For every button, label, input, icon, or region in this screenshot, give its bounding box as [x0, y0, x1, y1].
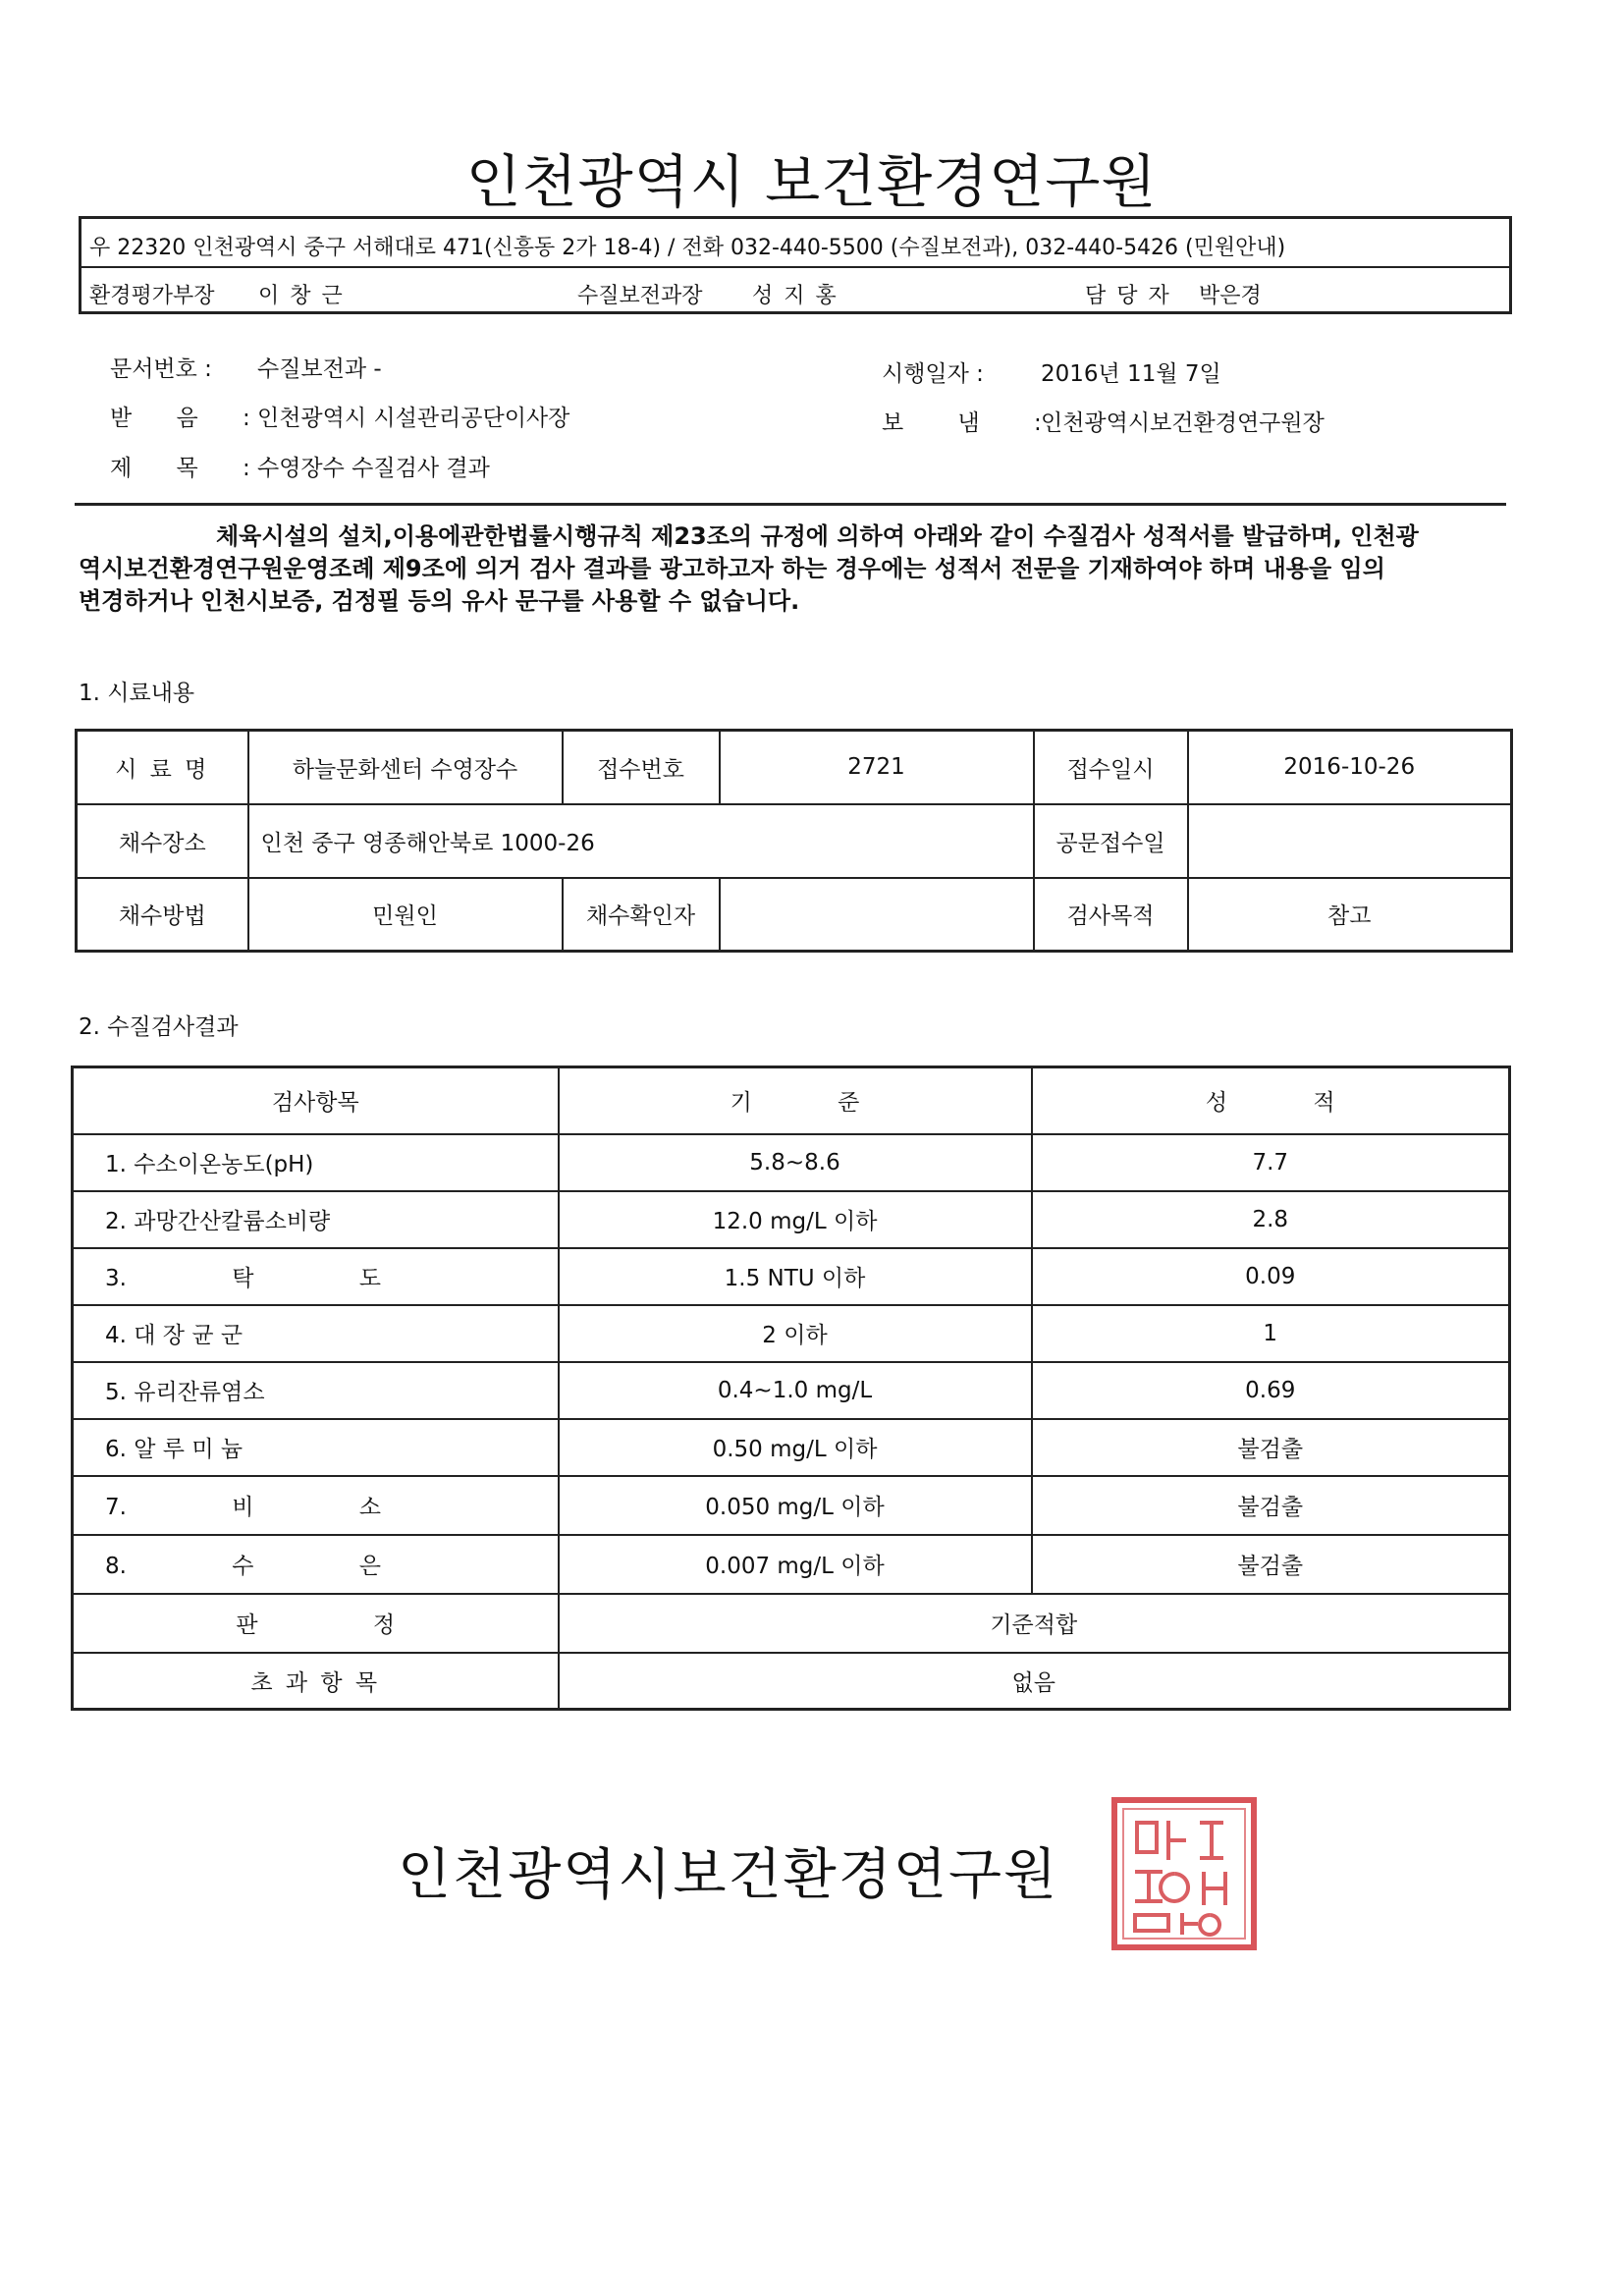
exceed-items-label: 초 과 항 목: [73, 1653, 559, 1710]
doc-number-label: 문서번호 :: [110, 356, 212, 382]
director-name: 이 창 근: [258, 284, 345, 308]
receipt-number-value: 2721: [720, 731, 1034, 804]
receiver-value: 인천광역시 시설관리공단이사장: [257, 406, 570, 431]
receipt-date-value: 2016-10-26: [1188, 731, 1512, 804]
header-info-box: [79, 216, 1512, 314]
table-row: [73, 1535, 1510, 1594]
sampling-place-value: 인천 중구 영종해안북로 1000-26: [248, 804, 1034, 878]
notice-line-2: 역시보건환경연구원운영조례 제9조에 의거 검사 결과를 광고하고자 하는 경우에는 성적서 전문을 기재하여야 하며 내용을 임의: [79, 555, 1385, 582]
notice-line-3: 변경하거나 인천시보증, 검정필 등의 유사 문구를 사용할 수 없습니다.: [79, 587, 800, 615]
official-seal: [1109, 1795, 1259, 1952]
result-item: 2. 과망간산칼륨소비량: [73, 1191, 559, 1248]
table-row: [73, 1419, 1510, 1476]
result-item: 3. 탁 도: [73, 1248, 559, 1305]
official-date-label: 공문접수일: [1034, 804, 1188, 878]
result-standard: 0.4~1.0 mg/L: [559, 1362, 1032, 1419]
judgement-row: [73, 1594, 1510, 1653]
table-row: [73, 1362, 1510, 1419]
result-item: 4. 대 장 균 군: [73, 1305, 559, 1362]
sampling-checker-value: [720, 878, 1034, 952]
sample-name-value: 하늘문화센터 수영장수: [248, 731, 563, 804]
notice-paragraph: [79, 520, 1512, 618]
section-chief-label: 수질보전과장: [577, 284, 703, 308]
result-item: 1. 수소이온농도(pH): [73, 1134, 559, 1191]
header-address: 우 22320 인천광역시 중구 서해대로 471(신흥동 2가 18-4) / 전화 032-440-5500 (수질보전과), 032-440-5426 (민원안내): [89, 236, 1286, 260]
result-value: 2.8: [1032, 1191, 1510, 1248]
staff-label: 담 당 자: [1085, 284, 1171, 308]
test-purpose-label: 검사목적: [1034, 878, 1188, 952]
test-purpose-value: 참고: [1188, 878, 1512, 952]
sampling-place-label: 채수장소: [77, 804, 248, 878]
doc-date-value: 2016년 11월 7일: [1041, 361, 1221, 387]
notice-line-1: 체육시설의 설치,이용에관한법률시행규칙 제23조의 규정에 의하여 아래와 같이 수질검사 성적서를 발급하며, 인천광: [216, 522, 1419, 550]
result-value: 불검출: [1032, 1419, 1510, 1476]
sample-row-method: [77, 878, 1512, 952]
staff-name: 박은경: [1199, 284, 1262, 308]
sampling-checker-label: 채수확인자: [563, 878, 720, 952]
section-chief-name: 성 지 홍: [752, 284, 839, 308]
official-seal-graphic: [1109, 1795, 1259, 1952]
result-item: 8. 수 은: [73, 1535, 559, 1594]
table-row: [73, 1191, 1510, 1248]
col-header-item: 검사항목: [73, 1067, 559, 1134]
col-header-standard: 기 준: [559, 1067, 1032, 1134]
judgement-value: 기준적합: [559, 1594, 1510, 1653]
doc-number-value: 수질보전과 -: [257, 356, 382, 382]
result-item: 5. 유리잔류염소: [73, 1362, 559, 1419]
result-value: 0.09: [1032, 1248, 1510, 1305]
sample-name-label: 시 료 명: [77, 731, 248, 804]
results-header-row: [73, 1067, 1510, 1134]
receipt-number-label: 접수번호: [563, 731, 720, 804]
results-table: [71, 1066, 1511, 1711]
result-value: 0.69: [1032, 1362, 1510, 1419]
table-row: [73, 1305, 1510, 1362]
sampling-method-label: 채수방법: [77, 878, 248, 952]
table-row: [73, 1476, 1510, 1535]
result-standard: 0.050 mg/L 이하: [559, 1476, 1032, 1535]
subject-value: 수영장수 수질검사 결과: [257, 456, 490, 481]
sender-value: 인천광역시보건환경연구원장: [1041, 410, 1325, 436]
doc-date-label: 시행일자 :: [882, 361, 984, 387]
result-standard: 12.0 mg/L 이하: [559, 1191, 1032, 1248]
sample-table: [75, 729, 1513, 953]
issuer-name: 인천광역시보건환경연구원: [398, 1843, 1059, 1907]
results-section-title: 2. 수질검사결과: [79, 1014, 239, 1040]
subject-label: 제 목 :: [110, 456, 250, 481]
judgement-label: 판 정: [73, 1594, 559, 1653]
result-value: 7.7: [1032, 1134, 1510, 1191]
result-standard: 0.50 mg/L 이하: [559, 1419, 1032, 1476]
result-standard: 5.8~8.6: [559, 1134, 1032, 1191]
result-item: 7. 비 소: [73, 1476, 559, 1535]
meta-divider: [75, 503, 1506, 506]
result-value: 불검출: [1032, 1535, 1510, 1594]
sample-row-name: [77, 731, 1512, 804]
table-row: [73, 1248, 1510, 1305]
result-item: 6. 알 루 미 늄: [73, 1419, 559, 1476]
official-date-value: [1188, 804, 1512, 878]
result-standard: 1.5 NTU 이하: [559, 1248, 1032, 1305]
sender-label: 보 냄 :: [882, 410, 1042, 436]
exceed-items-value: 없음: [559, 1653, 1510, 1710]
result-value: 불검출: [1032, 1476, 1510, 1535]
exceed-row: [73, 1653, 1510, 1710]
receiver-label: 받 음 :: [110, 406, 250, 431]
sample-section-title: 1. 시료내용: [79, 681, 195, 706]
director-label: 환경평가부장: [89, 284, 215, 308]
result-standard: 2 이하: [559, 1305, 1032, 1362]
col-header-result: 성 적: [1032, 1067, 1510, 1134]
sample-row-place: [77, 804, 1512, 878]
result-standard: 0.007 mg/L 이하: [559, 1535, 1032, 1594]
sampling-method-value: 민원인: [248, 878, 563, 952]
receipt-date-label: 접수일시: [1034, 731, 1188, 804]
document-title: 인천광역시 보건환경연구원: [465, 148, 1158, 215]
header-divider: [81, 266, 1509, 268]
table-row: [73, 1134, 1510, 1191]
result-value: 1: [1032, 1305, 1510, 1362]
